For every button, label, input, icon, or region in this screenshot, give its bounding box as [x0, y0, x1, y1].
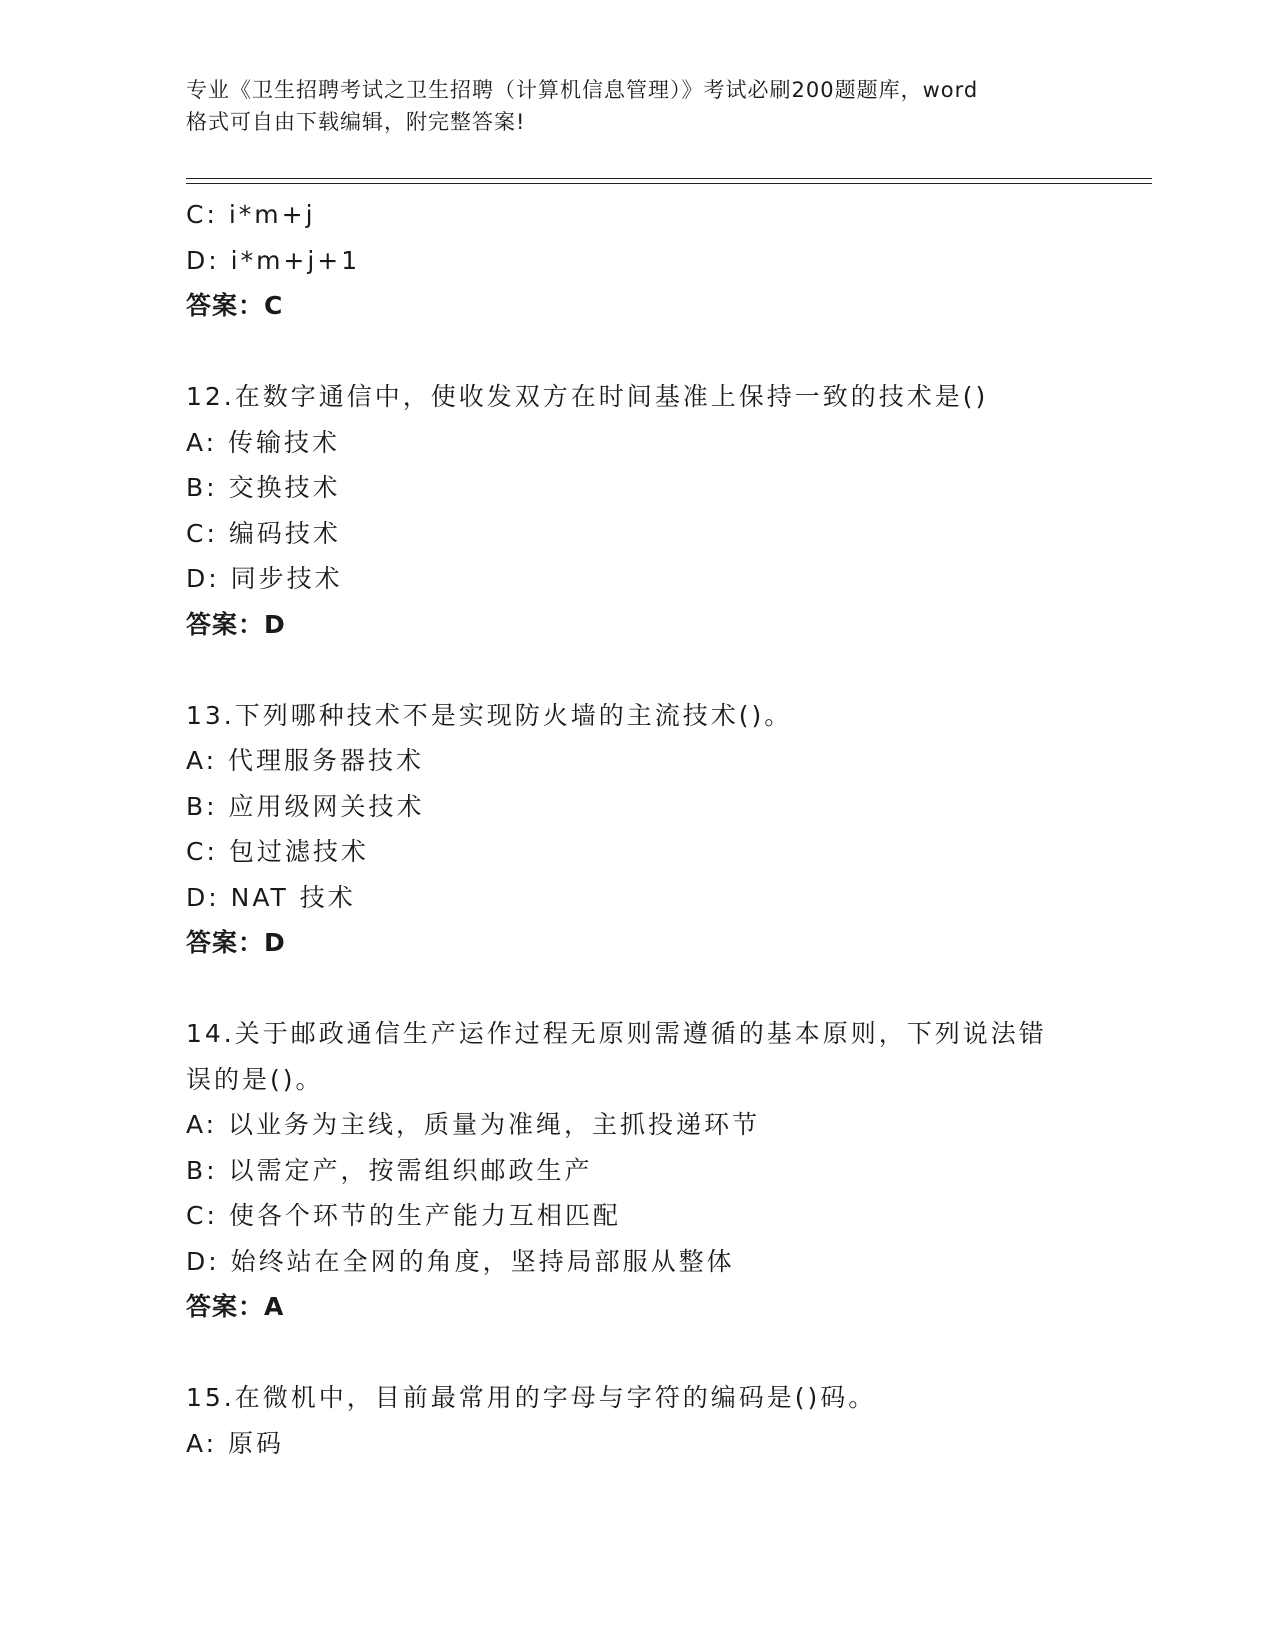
header-divider-bottom	[186, 183, 1152, 184]
option-d: D: 同步技术	[186, 564, 343, 593]
option-d: D: i*m+j+1	[186, 245, 361, 275]
question-block-carryover	[186, 192, 1086, 329]
answer-line: 答案：D	[186, 609, 286, 639]
option-c: C: 编码技术	[186, 518, 341, 548]
answer-line: 答案：A	[186, 1292, 285, 1321]
question-stem: 13.下列哪种技术不是实现防火墙的主流技术()。	[186, 700, 793, 730]
option-a: A: 代理服务器技术	[186, 746, 425, 775]
answer-line: 答案：C	[186, 291, 284, 320]
question-stem: 12.在数字通信中，使收发双方在时间基准上保持一致的技术是()	[186, 382, 989, 411]
header-divider-top	[186, 178, 1152, 179]
spacer	[186, 966, 1086, 1012]
option-d: D: NAT 技术	[186, 882, 356, 912]
option-c: C: 使各个环节的生产能力互相匹配	[186, 1201, 621, 1230]
option-a: A: 原码	[186, 1428, 285, 1458]
header-title-line2: 格式可自由下载编辑，附完整答案!	[186, 110, 526, 134]
option-d: D: 始终站在全网的角度，坚持局部服从整体	[186, 1246, 735, 1276]
option-b: B: 应用级网关技术	[186, 791, 425, 821]
spacer	[186, 329, 1086, 375]
spacer	[186, 647, 1086, 693]
question-block-13	[186, 693, 1086, 966]
document-header	[186, 74, 1086, 138]
spacer	[186, 1330, 1086, 1376]
question-block-15	[186, 1375, 1086, 1466]
option-a: A: 以业务为主线，质量为准绳，主抓投递环节	[186, 1110, 761, 1139]
option-b: B: 以需定产，按需组织邮政生产	[186, 1155, 593, 1185]
question-block-14	[186, 1011, 1086, 1330]
option-c: C: 包过滤技术	[186, 837, 369, 866]
question-stem-line1: 14.关于邮政通信生产运作过程无原则需遵循的基本原则，下列说法错	[186, 1019, 1047, 1048]
option-b: B: 交换技术	[186, 473, 341, 502]
option-a: A: 传输技术	[186, 427, 341, 457]
answer-line: 答案：D	[186, 928, 286, 957]
header-title-line1: 专业《卫生招聘考试之卫生招聘（计算机信息管理）》考试必刷200题题库，word	[186, 78, 979, 102]
question-stem: 15.在微机中，目前最常用的字母与字符的编码是()码。	[186, 1383, 877, 1412]
question-list	[186, 192, 1086, 1466]
option-c: C: i*m+j	[186, 200, 316, 229]
question-stem-line2: 误的是()。	[186, 1064, 324, 1094]
question-block-12	[186, 374, 1086, 647]
